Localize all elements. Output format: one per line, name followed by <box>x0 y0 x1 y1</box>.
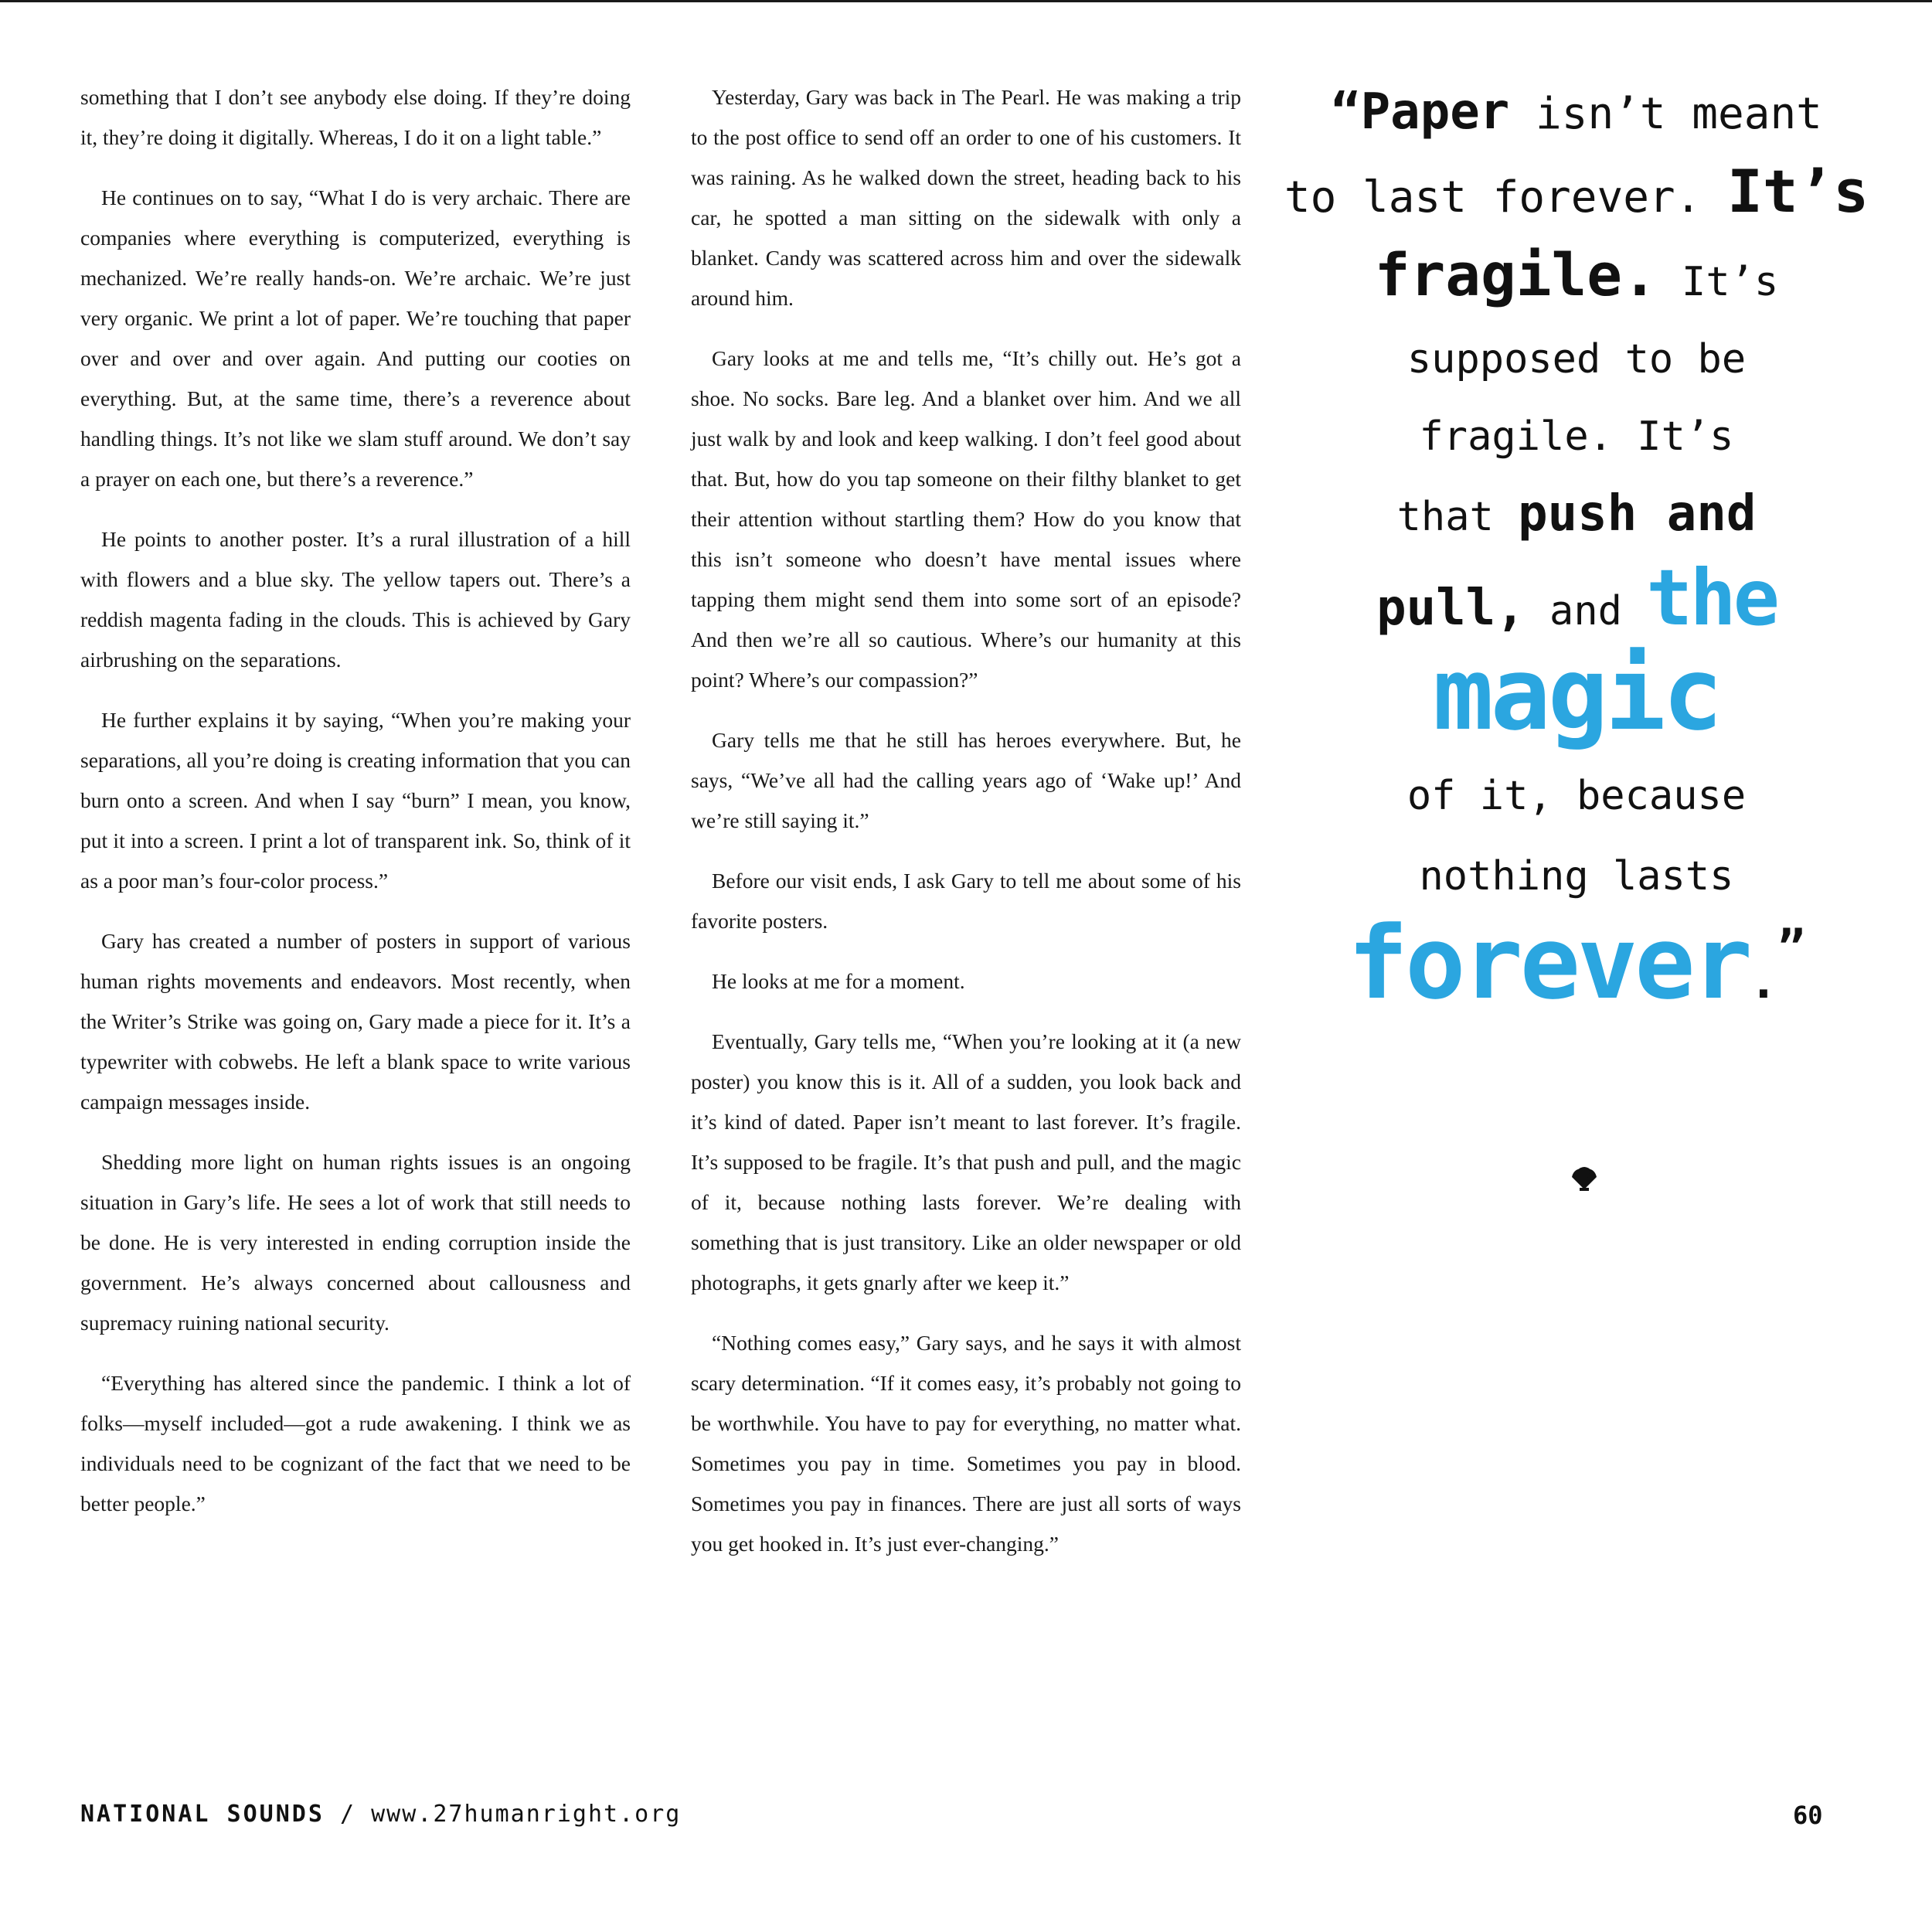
footer-url[interactable]: www.27humanright.org <box>371 1801 682 1828</box>
pull-quote-line <box>1283 635 1870 756</box>
paragraph: Gary has created a number of posters in support of various human rights movements and endeavors. Most recently, when the Writer’s Strike was going on, Gary made a piece for it. It’s a typewriter with cobwebs. He left a blank space to write various campaign messages inside. <box>80 929 631 1114</box>
pull-quote <box>1283 73 1870 1031</box>
pull-quote-line <box>1283 73 1870 153</box>
pull-quote-word: It’s <box>1727 157 1869 226</box>
paragraph: something that I don’t see anybody else doing. If they’re doing it, they’re doing it digitally. Whereas, I do it on a light table.” <box>80 85 631 149</box>
pull-quote-line <box>1283 756 1870 836</box>
paragraph: He looks at me for a moment. <box>712 969 965 993</box>
pull-quote-text: It’s <box>1657 259 1779 305</box>
pull-quote-line <box>1283 321 1870 398</box>
pull-quote-word: push and <box>1518 485 1757 543</box>
close-quote-mark: ” <box>1777 920 1806 975</box>
article-column-left <box>80 77 631 1544</box>
pull-quote-line <box>1283 398 1870 475</box>
pull-quote-text: of it, because <box>1406 773 1747 819</box>
pull-quote-accent-word: the <box>1646 553 1777 643</box>
paragraph: Shedding more light on human rights issues is an ongoing situation in Gary’s life. He sees a lot of work that still needs to be done. He is very interested in ending corruption inside the government. He’s always concerned about callousness and supremacy ruining national security. <box>80 1150 631 1335</box>
pull-quote-line <box>1283 236 1870 321</box>
pull-quote-period: . <box>1749 955 1777 1009</box>
pull-quote-word: fragile. <box>1374 240 1658 309</box>
pull-quote-word: Paper <box>1360 83 1510 141</box>
pull-quote-text: isn’t meant <box>1509 89 1822 139</box>
pull-quote-text: to last forever. <box>1284 172 1728 223</box>
pull-quote-line <box>1283 904 1870 1031</box>
pull-quote-accent-word: magic <box>1433 635 1720 753</box>
magazine-name: NATIONAL SOUNDS <box>80 1801 325 1828</box>
paragraph: Before our visit ends, I ask Gary to tell me about some of his favorite posters. <box>691 869 1241 933</box>
top-rule <box>0 0 1932 2</box>
pull-quote-line <box>1283 153 1870 236</box>
pull-quote-text: that <box>1396 494 1519 540</box>
pull-quote-text: fragile. It’s <box>1419 413 1734 460</box>
page-number: 60 <box>1793 1801 1823 1830</box>
paragraph: “Everything has altered since the pandemic. I think a lot of folks—myself included—got a rude awakening. I think we as individuals need to be cognizant of the fact that we need to be better people.” <box>80 1371 631 1515</box>
paragraph: Gary tells me that he still has heroes everywhere. But, he says, “We’ve all had the calling years ago of ‘Wake up!’ And we’re still saying it.” <box>691 728 1241 832</box>
pull-quote-word: pull, <box>1376 580 1526 637</box>
footer-separator: / <box>324 1801 372 1828</box>
pull-quote-text: and <box>1525 588 1647 634</box>
paragraph: He continues on to say, “What I do is very archaic. There are companies where everything is computerized, everything is mechanized. We’re really hands-on. We’re archaic. We’re just very organic. We print a lot of paper. We’re touching that paper over and over and over again. And putting our cooties on everything. But, at the same time, there’s a reverence about handling things. It’s not like we slam stuff around. We don’t say a prayer on each one, but there’s a reverence.” <box>80 185 631 491</box>
article-column-middle <box>691 77 1241 1584</box>
open-quote-mark: “ <box>1331 83 1361 141</box>
paragraph: He further explains it by saying, “When you’re making your separations, all you’re doing is creating information that you can burn onto a screen. And when I say “burn” I mean, you know, put it into a screen. I print a lot of transparent ink. So, think of it as a poor man’s four-color process.” <box>80 708 631 893</box>
paragraph: He points to another poster. It’s a rural illustration of a hill with flowers and a blue sky. The yellow tapers out. There’s a reddish magenta fading in the clouds. This is achieved by Gary airbrushing on the separations. <box>80 527 631 672</box>
pull-quote-text: nothing lasts <box>1419 853 1734 900</box>
paragraph: Eventually, Gary tells me, “When you’re looking at it (a new poster) you know this is it. All of a sudden, you look back and it’s kind of dated. Paper isn’t meant to last forever. It’s fragile. It’s supposed to be fragile. It’s that push and pull, and the magic of it, because nothing lasts forever. We’re dealing with something that is just transitory. Like an older newspaper or old photographs, it gets gnarly after we keep it.” <box>691 1029 1241 1294</box>
paragraph: Yesterday, Gary was back in The Pearl. He was making a trip to the post office to send off an order to one of his customers. It was raining. As he walked down the street, heading back to his car, he spotted a man sitting on the sidewalk with only a blanket. Candy was scattered across him and over the sidewalk around him. <box>691 85 1241 310</box>
footer-publication <box>80 1801 681 1828</box>
shell-ornament-icon <box>1569 1163 1600 1194</box>
paragraph: “Nothing comes easy,” Gary says, and he says it with almost scary determination. “If it comes easy, it’s probably not going to be worthwhile. You have to pay for everything, no matter what. Sometimes you pay in time. Sometimes you pay in blood. Sometimes you pay in finances. There are just all sorts of ways you get hooked in. It’s just ever-changing.” <box>691 1331 1241 1556</box>
pull-quote-line <box>1283 475 1870 556</box>
pull-quote-accent-word: forever <box>1347 904 1750 1022</box>
paragraph: Gary looks at me and tells me, “It’s chilly out. He’s got a shoe. No socks. Bare leg. And a blanket over him. And we all just walk by and look and keep walking. I don’t feel good about that. But, how do you tap someone on their filthy blanket to get their attention without startling them? How do you know that this isn’t someone who doesn’t have mental issues where tapping them might send them into some sort of an episode? And then we’re all so cautious. Where’s our humanity at this point? Where’s our compassion?” <box>691 346 1241 692</box>
pull-quote-text: supposed to be <box>1406 336 1747 383</box>
